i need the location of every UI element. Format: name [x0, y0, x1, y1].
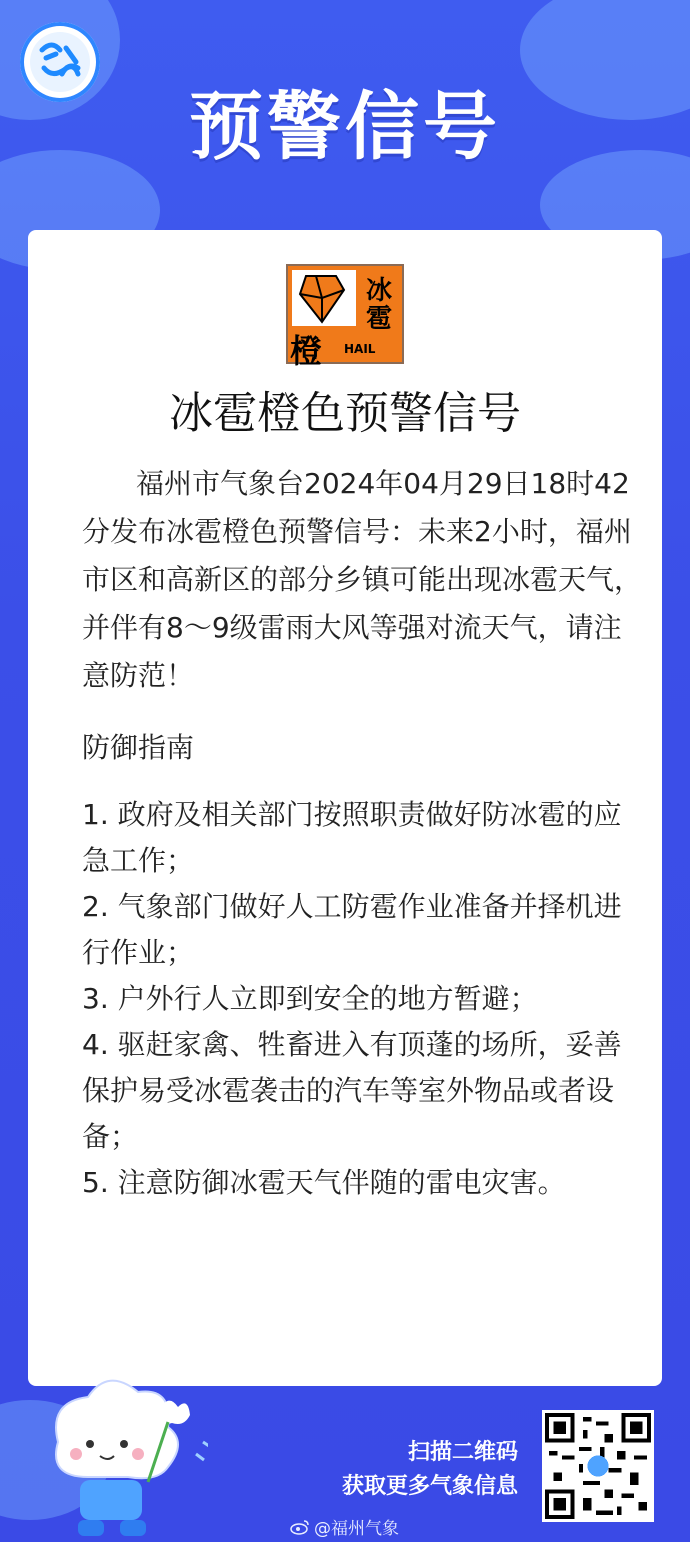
signal-char-mid: 雹 [366, 304, 393, 334]
qr-caption-line1: 扫描二维码 [407, 1440, 518, 1465]
qr-caption [342, 1436, 518, 1504]
cloud-mascot-icon [28, 1372, 208, 1542]
hail-stone-icon [292, 270, 356, 326]
guide-item: 1. 政府及相关部门按照职责做好防冰雹的应急工作； [82, 798, 622, 877]
weibo-icon [290, 1519, 310, 1535]
guide-item: 2. 气象部门做好人工防雹作业准备并择机进行作业； [82, 890, 622, 969]
guide-item: 5. 注意防御冰雹天气伴随的雷电灾害。 [82, 1166, 566, 1199]
qr-code-icon[interactable] [542, 1410, 654, 1522]
guide-list [82, 792, 644, 1206]
warning-intro: 福州市气象台2024年04月29日18时42分发布冰雹橙色预警信号：未来2小时，福州市区和高新区的部分乡镇可能出现冰雹天气，并伴有8～9级雷雨大风等强对流天气，请注意防范！ [82, 467, 643, 692]
qr-caption-line2: 获取更多气象信息 [341, 1474, 518, 1499]
guide-item: 4. 驱赶家禽、牲畜进入有顶蓬的场所，妥善保护易受冰雹袭击的汽车等室外物品或者设备； [82, 1028, 622, 1153]
guide-item: 3. 户外行人立即到安全的地方暂避； [82, 982, 538, 1015]
signal-label-en: HAIL [344, 342, 376, 356]
weibo-handle[interactable] [290, 1514, 399, 1539]
card-title: 冰雹橙色预警信号 [169, 388, 521, 439]
signal-icon-panel [292, 270, 356, 326]
warning-card [28, 230, 662, 1386]
hail-orange-signal-icon [286, 264, 404, 370]
signal-char-top: 冰 [366, 276, 393, 306]
guide-heading: 防御指南 [82, 731, 195, 764]
weibo-handle-text: @福州气象 [314, 1519, 399, 1539]
signal-level-char: 橙 [290, 332, 323, 370]
banner-title: 预警信号 [189, 84, 501, 170]
